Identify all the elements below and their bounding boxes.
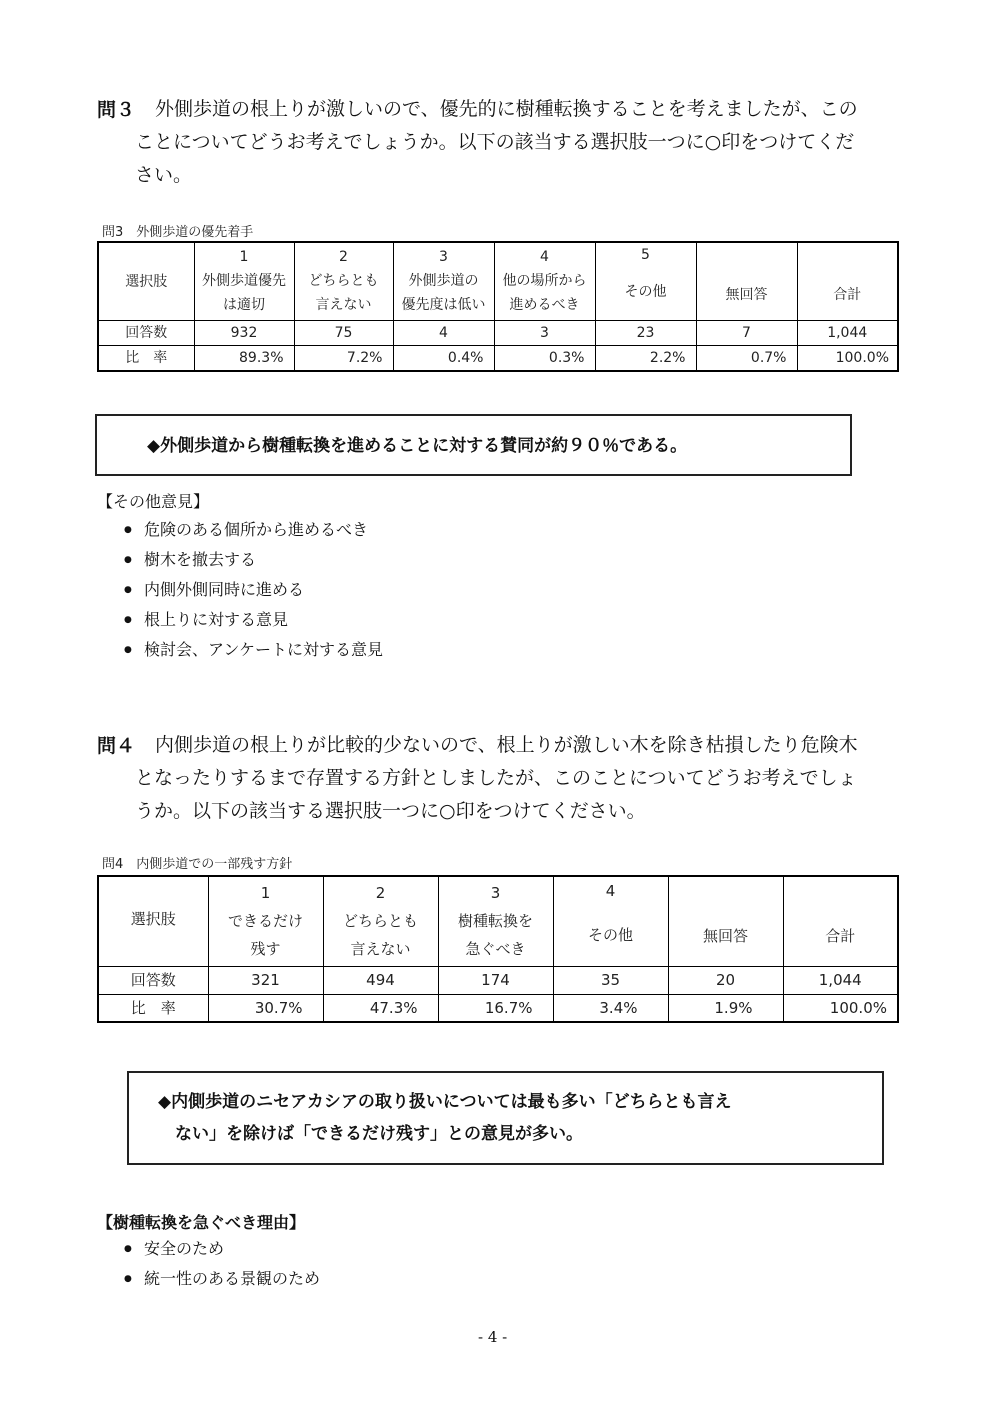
q4-ratio-3: 16.7% [438,994,553,1022]
q3-ratio-3: 0.4% [393,345,494,371]
q3-option-2-line-2: 言えない [315,297,372,314]
q4-options-row [98,876,898,966]
q4-summary-line-1: ◆内側歩道のニセアカシアの取り扱いについては最も多い「どちらとも言え [158,1092,732,1112]
q3-count-4: 3 [494,320,595,345]
q3-ratio-no-answer: 0.7% [696,345,797,371]
q4-reasons-list [124,1234,320,1294]
q3-option-3-line-1: 外側歩道の [408,273,479,290]
q4-option-3-line-2: 急ぐべき [465,940,526,959]
q3-count-5: 23 [595,320,696,345]
list-item: ● 検討会、アンケートに対する意見 [124,635,383,665]
q3-ratio-1: 89.3% [194,345,294,371]
q4-option-3 [438,876,553,966]
q4-count-4: 35 [553,966,668,994]
q4-option-1-line-1: できるだけ [227,912,303,931]
q3-ratio-label: 比 率 [98,345,194,371]
list-item: ● 根上りに対する意見 [124,605,383,635]
q4-counts-row [98,966,898,994]
q4-option-1-number: 1 [260,884,271,903]
q3-option-3-number: 3 [439,249,448,266]
q4-option-4-label: その他 [587,926,633,944]
q3-option-1-line-2: は適切 [223,297,265,314]
q3-ratio-5: 2.2% [595,345,696,371]
list-item: ● 安全のため [124,1234,320,1264]
q4-row-header-options: 選択肢 [98,876,208,966]
q4-count-label: 回答数 [98,966,208,994]
q3-others-list [124,515,383,665]
q3-ratio-total: 100.0% [797,345,898,371]
q4-ratios-row [98,994,898,1022]
q3-option-1-line-1: 外側歩道優先 [202,273,286,290]
q3-ratio-2: 7.2% [294,345,393,371]
q3-option-no-answer: 無回答 [696,242,797,320]
q4-option-3-line-1: 樹種転換を [457,912,533,931]
q3-option-5 [595,242,696,320]
q3-option-2-line-1: どちらとも [308,273,379,290]
q4-ratio-1: 30.7% [208,994,323,1022]
q3-summary-text: ◆外側歩道から樹種転換を進めることに対する賛同が約９０％である。 [147,436,688,456]
q3-option-1-number: 1 [239,249,249,266]
q3-option-total: 合計 [797,242,898,320]
q3-counts-row [98,320,898,345]
q3-row-header-options: 選択肢 [98,242,194,320]
page-number: - 4 - [478,1328,508,1346]
q3-option-5-number: 5 [641,247,650,263]
q3-option-4-line-1: 他の場所から [502,273,587,290]
q3-option-4 [494,242,595,320]
q4-option-1 [208,876,323,966]
q3-results-table [97,241,899,372]
q3-option-4-line-2: 進めるべき [509,297,580,314]
q3-line-3: さい。 [135,164,193,186]
q4-ratio-4: 3.4% [553,994,668,1022]
q3-ratios-row [98,345,898,371]
q3-line-1: 外側歩道の根上りが激しいので、優先的に樹種転換することを考えましたが、この [155,98,858,120]
list-item: ● 危険のある個所から進めるべき [124,515,383,545]
q4-line-3: うか。以下の該当する選択肢一つに○印をつけてください。 [135,800,646,822]
q3-option-2-number: 2 [339,249,348,266]
q3-option-2 [294,242,393,320]
q4-count-3: 174 [438,966,553,994]
q3-label: 問３ [97,99,136,121]
q4-option-3-number: 3 [490,884,501,903]
q4-option-4 [553,876,668,966]
q3-option-1 [194,242,294,320]
q4-option-no-answer: 無回答 [668,876,783,966]
q4-ratio-2: 47.3% [323,994,438,1022]
q3-option-3-line-2: 優先度は低い [401,297,486,314]
q4-count-no-answer: 20 [668,966,783,994]
q4-summary-line-2: ない」を除けば「できるだけ残す」との意見が多い。 [175,1124,583,1144]
q4-option-1-line-2: 残す [250,940,281,959]
q4-count-1: 321 [208,966,323,994]
q4-option-2 [323,876,438,966]
q3-count-label: 回答数 [98,320,194,345]
q3-table-caption: 問3 外側歩道の優先着手 [102,225,254,240]
q4-reasons-heading: 【樹種転換を急ぐべき理由】 [97,1213,306,1232]
q3-count-no-answer: 7 [696,320,797,345]
q3-options-row [98,242,898,320]
q3-count-2: 75 [294,320,393,345]
list-item: ● 統一性のある景観のため [124,1264,320,1294]
q4-option-total: 合計 [783,876,898,966]
q3-count-total: 1,044 [797,320,898,345]
q4-line-2: となったりするまで存置する方針としましたが、このことについてどうお考えでしょ [135,767,857,789]
q4-summary-box [127,1071,884,1165]
q4-count-2: 494 [323,966,438,994]
q3-others-heading: 【その他意見】 [97,492,210,511]
q4-option-2-line-1: どちらとも [342,912,418,931]
q4-label: 問４ [97,735,136,757]
q4-line-1: 内側歩道の根上りが比較的少ないので、根上りが激しい木を除き枯損したり危険木 [155,734,858,756]
q4-table-caption: 問4 内側歩道での一部残す方針 [102,857,293,872]
q4-results-table [97,875,899,1023]
q3-option-3 [393,242,494,320]
q3-option-4-number: 4 [540,249,549,266]
q4-ratio-no-answer: 1.9% [668,994,783,1022]
q3-count-1: 932 [194,320,294,345]
list-item: ● 内側外側同時に進める [124,575,383,605]
q3-line-2: ことについてどうお考えでしょうか。以下の該当する選択肢一つに○印をつけてくだ [135,131,855,153]
q4-option-2-number: 2 [375,884,386,903]
q3-count-3: 4 [393,320,494,345]
q3-ratio-4: 0.3% [494,345,595,371]
q4-ratio-label: 比 率 [98,994,208,1022]
q3-option-5-label: その他 [624,284,667,300]
q4-option-2-line-2: 言えない [350,940,411,959]
list-item: ● 樹木を撤去する [124,545,383,575]
q4-option-4-number: 4 [605,882,616,900]
q4-ratio-total: 100.0% [783,994,898,1022]
q4-count-total: 1,044 [783,966,898,994]
